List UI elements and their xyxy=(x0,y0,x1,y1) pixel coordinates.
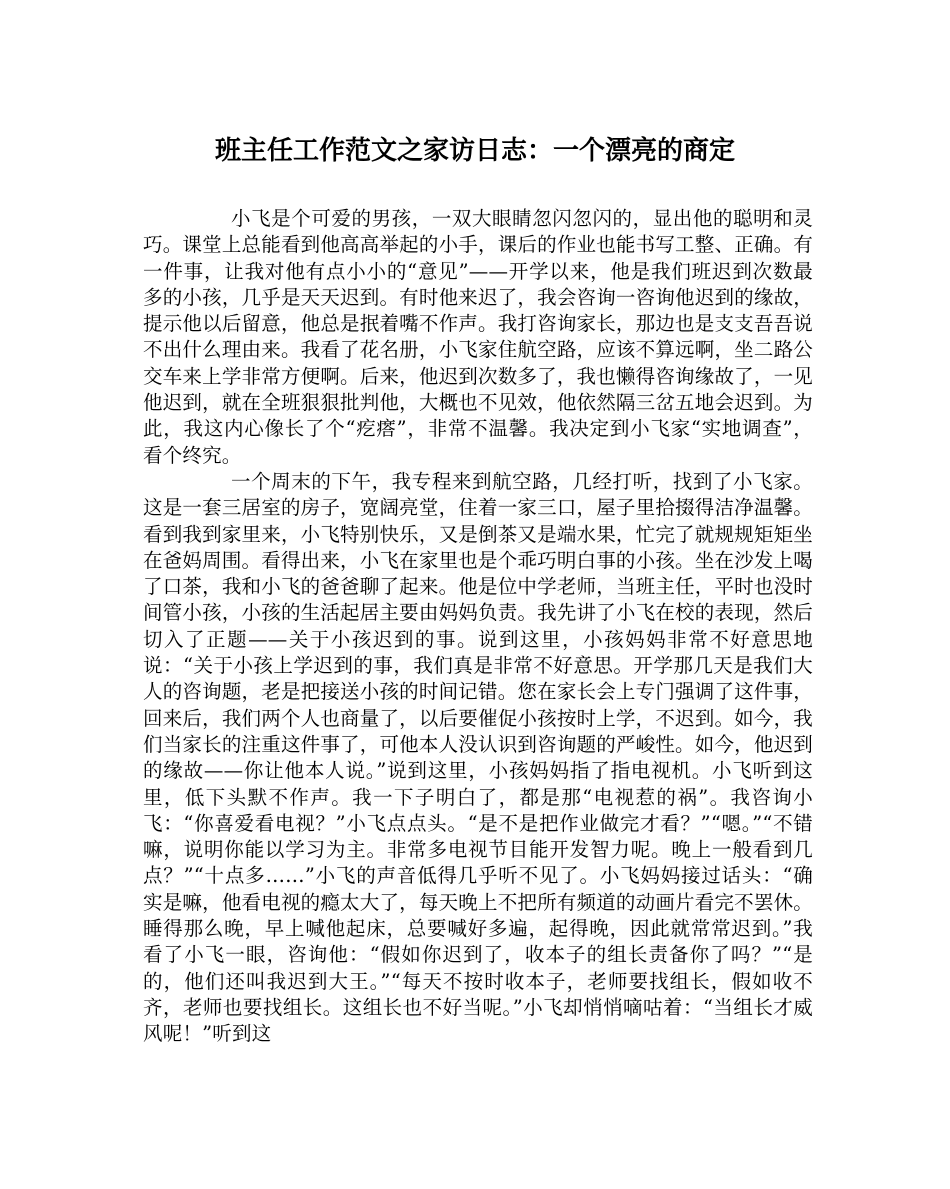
document-body xyxy=(143,206,813,1048)
document-title: 班主任工作范文之家访日志：一个漂亮的商定 xyxy=(214,136,735,166)
paragraph: 小飞是个可爱的男孩，一双大眼睛忽闪忽闪的，显出他的聪明和灵巧。课堂上总能看到他高高举起的小手，课后的作业也能书写工整、正确。有一件事，让我对他有点小小的“意见”——开学以来，他是我们班迟到次数最多的小孩，几乎是天天迟到。有时他来迟了，我会咨询一咨询他迟到的缘故，提示他以后留意，他总是抿着嘴不作声。我打咨询家长，那边也是支支吾吾说不出什么理由来。我看了花名册，小飞家住航空路，应该不算远啊，坐二路公交车来上学非常方便啊。后来，他迟到次数多了，我也懒得咨询缘故了，一见他迟到，就在全班狠狠批判他，大概也不见效，他依然隔三岔五地会迟到。为此，我这内心像长了个“疙瘩”，非常不温馨。我决定到小飞家“实地调查”，看个终究。 xyxy=(143,207,813,467)
paragraph: 一个周末的下午，我专程来到航空路，几经打听，找到了小飞家。这是一套三居室的房子，宽阔亮堂，住着一家三口，屋子里拾掇得洁净温馨。看到我到家里来，小飞特别快乐，又是倒茶又是端水果，忙完了就规规矩矩坐在爸妈周围。看得出来，小飞在家里也是个乖巧明白事的小孩。坐在沙发上喝了口茶，我和小飞的爸爸聊了起来。他是位中学老师，当班主任，平时也没时间管小孩，小孩的生活起居主要由妈妈负责。我先讲了小飞在校的表现，然后切入了正题——关于小孩迟到的事。说到这里，小孩妈妈非常不好意思地说：“关于小孩上学迟到的事，我们真是非常不好意思。开学那几天是我们大人的咨询题，老是把接送小孩的时间记错。您在家长会上专门强调了这件事，回来后，我们两个人也商量了，以后要催促小孩按时上学，不迟到。如今，我们当家长的注重这件事了，可他本人没认识到咨询题的严峻性。如今，他迟到的缘故——你让他本人说。”说到这里，小孩妈妈指了指电视机。小飞听到这里，低下头默不作声。我一下子明白了，都是那“电视惹的祸”。我咨询小飞：“你喜爱看电视？”小飞点点头。“是不是把作业做完才看？”“嗯。”“不错嘛，说明你能以学习为主。非常多电视节目能开发智力呢。晚上一般看到几点？”“十点多……”小飞的声音低得几乎听不见了。小飞妈妈接过话头：“确实是嘛，他看电视的瘾太大了，每天晚上不把所有频道的动画片看完不罢休。睡得那么晚，早上喊他起床，总要喊好多遍，起得晚，因此就常常迟到。”我看了小飞一眼，咨询他：“假如你迟到了，收本子的组长责备你了吗？”“是的，他们还叫我迟到大王。”“每天不按时收本子，老师要找组长，假如收不齐，老师也要找组长。这组长也不好当呢。”小飞却悄悄嘀咕着：“当组长才威风呢！”听到这 xyxy=(143,469,813,1046)
